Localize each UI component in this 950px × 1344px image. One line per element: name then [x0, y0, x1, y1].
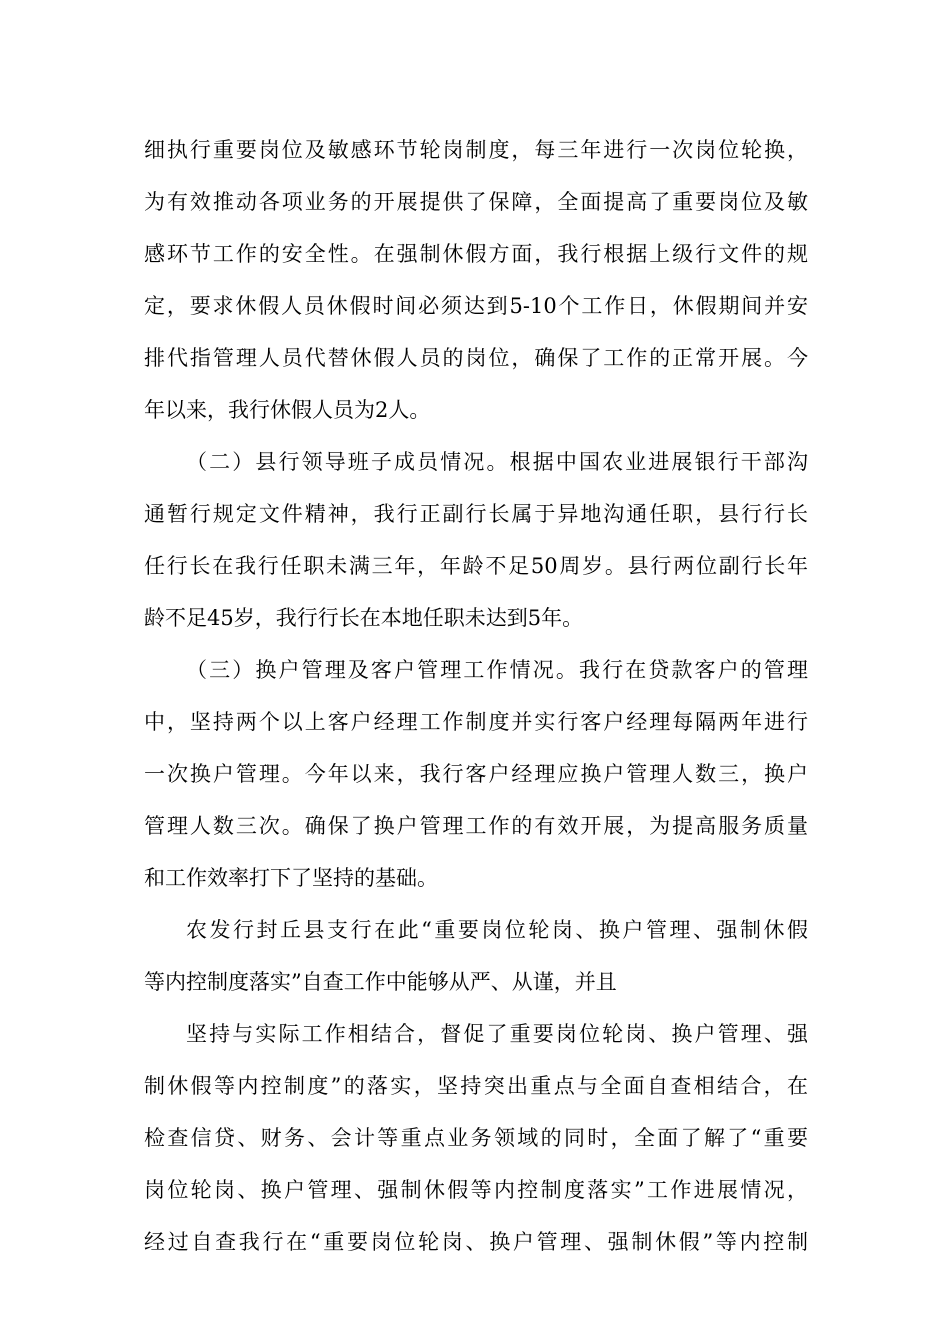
- text-line: 定，要求休假人员休假时间必须达到5-10个工作日，休假期间并安: [144, 294, 808, 318]
- document-body: [144, 124, 808, 1268]
- text-line: 中，坚持两个以上客户经理工作制度并实行客户经理每隔两年进行: [144, 710, 808, 734]
- text-line: 等内控制度落实”自查工作中能够从严、从谨，并且: [144, 970, 617, 994]
- text-line: 通暂行规定文件精神，我行正副行长属于异地沟通任职，县行行长: [144, 502, 808, 526]
- text-line: 坚持与实际工作相结合，督促了重要岗位轮岗、换户管理、强: [186, 1022, 808, 1046]
- text-line: 管理人数三次。确保了换户管理工作的有效开展，为提高服务质量: [144, 814, 808, 838]
- text-line: 排代指管理人员代替休假人员的岗位，确保了工作的正常开展。今: [144, 346, 808, 370]
- text-line: 制休假等内控制度”的落实，坚持突出重点与全面自查相结合，在: [144, 1074, 808, 1098]
- text-line: 龄不足45岁，我行行长在本地任职未达到5年。: [144, 606, 584, 630]
- text-line: 农发行封丘县支行在此“重要岗位轮岗、换户管理、强制休假: [186, 918, 808, 942]
- text-line: 经过自查我行在“重要岗位轮岗、换户管理、强制休假”等内控制: [144, 1230, 808, 1254]
- text-line: （二）县行领导班子成员情况。根据中国农业进展银行干部沟: [186, 450, 808, 474]
- text-line: 细执行重要岗位及敏感环节轮岗制度，每三年进行一次岗位轮换，: [144, 138, 808, 162]
- text-line: 一次换户管理。今年以来，我行客户经理应换户管理人数三，换户: [144, 762, 808, 786]
- text-line: 年以来，我行休假人员为2人。: [144, 398, 431, 422]
- text-line: 任行长在我行任职未满三年，年龄不足50周岁。县行两位副行长年: [144, 554, 808, 578]
- text-line: 岗位轮岗、换户管理、强制休假等内控制度落实”工作进展情况，: [144, 1178, 808, 1202]
- text-line: 感环节工作的安全性。在强制休假方面，我行根据上级行文件的规: [144, 242, 808, 266]
- text-line: 为有效推动各项业务的开展提供了保障，全面提高了重要岗位及敏: [144, 190, 808, 214]
- text-line: 检查信贷、财务、会计等重点业务领域的同时，全面了解了“重要: [144, 1126, 808, 1150]
- text-line: （三）换户管理及客户管理工作情况。我行在贷款客户的管理: [186, 658, 808, 682]
- text-line: 和工作效率打下了坚持的基础。: [144, 866, 438, 890]
